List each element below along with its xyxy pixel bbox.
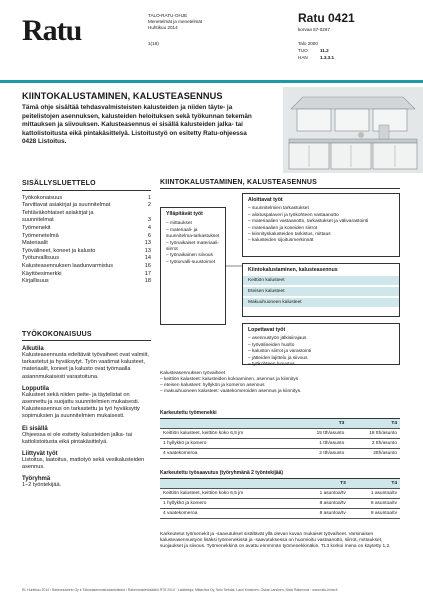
meta-key: Talo 2000 xyxy=(298,41,318,46)
cell-t3: 8 asuntoa/tv xyxy=(298,509,349,519)
toc-page: 4 xyxy=(147,224,151,231)
toc-label: suunnitelmat xyxy=(22,217,54,224)
cell-t4: 1 asuntoa/tv xyxy=(349,489,400,499)
furniture-band: Eteisen kalusteet xyxy=(243,287,399,296)
table-note: Karkeutetut työmenekit ja -saavutukset sisältävät yllä olevan kuvan mukaiset työvaiheet. Varsinaisen kalusteasennustyön lisäksi työmenekissä ja -saavutuksessa on huomioitu vastaanotto, siirrot, mittaukset, suojaukset ja siivous. Työmenekkinä on avattu ennmmän työmenekkinäkin. TL3 korkoi mena on käytetty 1,2. xyxy=(160,532,391,550)
phase-item-text: makuuhuoneen kalusteet: vaatekomeroiden asennus ja kiinnitys. xyxy=(164,389,302,394)
header-divider xyxy=(0,80,423,83)
cell-t4: 18 tth/asunto xyxy=(347,429,400,439)
row-label: 4 vaatekomeroa xyxy=(160,449,295,459)
toc-label: Työmenekit xyxy=(22,224,51,231)
toc-label: Työvälineet, koneet ja kalusto xyxy=(22,247,96,254)
start-item-text: materiaalien vastaanotto, tarkastukset ja välivarastointi xyxy=(252,219,369,225)
end-item-text: työkohteen luovutus xyxy=(252,362,295,368)
maintenance-item-text: työnaikaiset materiaali-siirrot xyxy=(166,240,220,253)
page-footer: RL Huhtikuu 2014 / Rakennustieto Oy ir Talonrakennustuotantotiedot / Rakennustietosäätiö RTS 2014 · Lisätietoja: Mittaviiva Oy, Selo Sehdat, Lauri Koskinen, Oskar Larsinen, Niels Rakennus · www.ratu-hinta.fi xyxy=(22,588,338,592)
table-row xyxy=(160,439,400,449)
furniture-band: Makuuhuoneen kalusteet xyxy=(243,298,399,307)
table-of-contents xyxy=(22,180,151,286)
main-box xyxy=(242,263,400,317)
cell-t4: 8 asuntoa/tv xyxy=(349,509,400,519)
maintenance-box xyxy=(160,207,226,325)
toc-page: 18 xyxy=(144,278,151,285)
work-subheading: Työryhmä xyxy=(22,476,51,483)
toc-item xyxy=(22,240,151,248)
toc-page: 1 xyxy=(147,194,151,201)
table-row xyxy=(160,499,400,509)
cell-t3: 1 asuntoa/tv xyxy=(298,489,349,499)
start-item: – suunnitelmien tarkastukset xyxy=(248,206,309,212)
start-item: – kiinnityskalusteiden tarkistus, mittaus xyxy=(248,232,331,238)
phase-item: – makuuhuoneen kalusteet: vaatekomeroiden asennus ja kiinnitys. xyxy=(160,389,302,394)
toc-page xyxy=(143,210,151,218)
toc-item xyxy=(22,278,151,286)
work-output-table xyxy=(160,470,400,519)
col-header: T3 xyxy=(298,479,349,489)
phase-item: – keittiön kalusteet: kalusteiden kokoaminen, asennus ja kiinnitys xyxy=(160,377,299,382)
header-line: TALO-RATU-OHJE xyxy=(148,13,188,18)
table-row xyxy=(160,509,400,519)
process-diagram xyxy=(160,179,400,395)
toc-heading: SISÄLLYSLUETTELO xyxy=(22,180,96,187)
toc-page: 6 xyxy=(147,232,151,239)
row-label: 1 hyllykkö ja komero xyxy=(160,439,295,449)
table-header xyxy=(160,419,400,429)
maintenance-item-text: työturvalli-suustoimet xyxy=(170,259,216,265)
end-item-text: työvälineiden huolto xyxy=(252,342,295,348)
replaces-code: korvaa 57-0267 xyxy=(298,27,330,32)
row-label: 1 hyllykkö ja komero xyxy=(160,499,298,509)
toc-label: Kalusteasennuksen laadunvarmistus xyxy=(22,262,114,269)
work-consumption-table xyxy=(160,410,400,459)
end-box xyxy=(242,323,400,368)
ratu-logo: Ratu xyxy=(22,14,82,47)
maintenance-item-text: mittaukset xyxy=(170,221,192,227)
maintenance-title: Ylläpitävät työt xyxy=(166,211,203,217)
toc-item xyxy=(22,248,151,256)
work-heading: TYÖKOKONAISUUS xyxy=(22,331,92,338)
end-title: Lopettavat työt xyxy=(248,327,286,333)
page-title: KIINTOKALUSTAMINEN, KALUSTEASENNUS xyxy=(22,91,223,101)
start-item: – materiaalien ja koneiden siirrot xyxy=(248,225,318,231)
phase-item-text: eteisen kalusteet: hyllykön ja komeron asennus xyxy=(164,383,265,388)
meta-key: TUO xyxy=(298,48,308,53)
start-item-text: kalusteiden sijoitusmerkinnät xyxy=(252,238,314,244)
header-line: Huhtikuu 2014 xyxy=(148,25,178,31)
phase-item: – eteisen kalusteet: hyllykön ja komeron asennus xyxy=(160,383,265,388)
furniture-band: Keittiön kalusteet xyxy=(243,276,399,285)
start-item: – materiaalien vastaanotto, tarkastukset ja välivarastointi xyxy=(248,219,369,225)
cell-t4: 2 tth/asunto xyxy=(347,439,400,449)
maintenance-item-text: materiaali- ja suunnitelma-tarkastukset xyxy=(166,227,220,240)
toc-item xyxy=(22,225,151,233)
work-rule xyxy=(22,340,151,341)
cell-t4: 8 asuntoa/tv xyxy=(349,499,400,509)
row-label: Keittiön kalusteet, keittiön koko 6,5 jm xyxy=(160,429,295,439)
header-info xyxy=(148,13,202,47)
toc-rule xyxy=(22,190,151,191)
toc-page: 3 xyxy=(147,217,151,224)
row-label: 4 vaatekomeroa xyxy=(160,509,298,519)
work-text: Ohjeessa ei ole esitetty kalusteiden jalka- tai kattolistoitusta eikä pintakäsittelyä. xyxy=(22,431,133,445)
toc-page: 13 xyxy=(144,247,151,254)
row-label: Keittiön kalusteet, keittiön koko 6,5 jm xyxy=(160,489,298,499)
work-text: Listoitus, laatoitus, mattotyö sekä vesikalusteiden asennus. xyxy=(22,457,145,471)
toc-page: 17 xyxy=(144,270,151,277)
kitchen-illustration xyxy=(283,87,423,173)
main-title: Kiintokalustaminen, kalusteasennus xyxy=(248,267,338,273)
toc-label: Työmenetelmä xyxy=(22,232,59,239)
work-text: Kalusteet sekä niiden peite- ja täytelistat on asennettu ja suojattu suunnitelmien mukaisesti. Kalusteasennus on tarkastettu ja työ hyväksytty sopimuksien ja suunnitelmien mukaisesti. xyxy=(22,391,140,420)
toc-item xyxy=(22,195,151,203)
table-row xyxy=(160,489,400,499)
start-item-text: suunnitelmien tarkastukset xyxy=(252,206,309,212)
header-line: Menetelmät ja menetelmät xyxy=(148,19,203,25)
toc-item xyxy=(22,233,151,241)
classification-meta xyxy=(298,40,334,61)
toc-label: Työturvallisuus xyxy=(22,255,59,262)
toc-item xyxy=(22,255,151,263)
diagram-heading: KIINTOKALUSTAMINEN, KALUSTEASENNUS xyxy=(160,179,318,186)
work-subheading: Liittyvät työt xyxy=(22,451,58,458)
cell-t3: 1 tth/asunto xyxy=(295,439,348,449)
start-item-text: kiinnityskalusteiden tarkistus, mittaus xyxy=(252,232,331,238)
toc-label: Materiaalit xyxy=(22,240,48,247)
cell-t4: 2tth/asunto xyxy=(347,449,400,459)
toc-item xyxy=(22,202,151,210)
maintenance-item: – mittaukset xyxy=(166,221,192,227)
col-header: T4 xyxy=(347,419,400,429)
table2-title: Karkeutettu työsaavutus (työryhmänä 2 työntekijää) xyxy=(160,470,400,479)
toc-page: 14 xyxy=(144,255,151,262)
toc-item xyxy=(22,210,151,218)
work-subheading: Ei sisällä xyxy=(22,425,48,432)
start-title: Aloittavat työt xyxy=(248,197,283,203)
toc-label: Tarvittavat asiakirjat ja suunnitelmat xyxy=(22,202,111,209)
work-subheading: Lopputila xyxy=(22,385,49,392)
toc-label: Työkokonaisuus xyxy=(22,194,63,201)
maintenance-item: – työnaikaiset materiaali-siirrot xyxy=(166,240,220,253)
col-header: T4 xyxy=(349,479,400,489)
start-box xyxy=(242,193,400,257)
work-section xyxy=(22,331,151,490)
maintenance-item: – materiaali- ja suunnitelma-tarkastukset xyxy=(166,227,220,240)
start-item: – kalusteiden sijoitusmerkinnät xyxy=(248,238,314,244)
phase-item-text: keittiön kalusteet: kalusteiden kokoaminen, asennus ja kiinnitys xyxy=(164,377,299,382)
work-subheading: Alkutila xyxy=(22,346,44,352)
end-item-text: kaluston siirrot ja varastointi xyxy=(252,349,312,355)
end-item: – työvälineiden huolto xyxy=(248,342,295,348)
cell-t3: 15 tth/asunto xyxy=(295,429,348,439)
toc-item xyxy=(22,217,151,225)
toc-page: 16 xyxy=(144,262,151,269)
maintenance-item: – työnaikainen siivous xyxy=(166,253,213,259)
work-text: 1–2 työntekijää. xyxy=(22,482,62,489)
end-item-text: jätteiden lajittelu ja siivous xyxy=(252,355,308,361)
document-code: Ratu 0421 xyxy=(298,11,355,25)
toc-label: Kirjallisuus xyxy=(22,278,49,285)
meta-key: HAN xyxy=(298,55,308,60)
end-item: – asennustyön jälkisiirajaus xyxy=(248,336,307,342)
start-item-text: aloituspalaveri ja työkohteen vastaanotto xyxy=(252,212,339,218)
maintenance-item-text: työnaikainen siivous xyxy=(170,253,213,259)
toc-page: 2 xyxy=(147,202,151,209)
cell-t3: 2 tth/asunto xyxy=(295,449,348,459)
table-row xyxy=(160,429,400,439)
work-text: Kalusteasennusta edeltävät työvaiheet ovat valmiit, tarkastetut ja hyväksytyt. Työn vaatimat kalusteet, materiaalit, koneet ja kalusto ovat työmaalla asiannmukaisesti varastoituna. xyxy=(22,352,149,380)
end-item-text: asennustyön jälkisiirajaus xyxy=(252,336,307,342)
meta-value: 1.3.3.1 xyxy=(320,55,335,60)
table-header xyxy=(160,479,400,489)
table1-title: Karkeutettu työmenekki xyxy=(160,410,400,419)
table-row xyxy=(160,449,400,459)
toc-item xyxy=(22,263,151,271)
meta-value: 11.2 xyxy=(320,48,329,53)
toc-label: Käyttöesimerkki xyxy=(22,270,62,277)
start-item: – aloituspalaveri ja työkohteen vastaanotto xyxy=(248,212,339,218)
col-header: T3 xyxy=(295,419,348,429)
toc-item xyxy=(22,271,151,279)
start-item-text: materiaalien ja koneiden siirrot xyxy=(252,225,318,231)
phases-section xyxy=(160,371,400,395)
phases-heading: Kalusteasennuksen työvaiheet xyxy=(160,371,226,376)
toc-page: 13 xyxy=(144,240,151,247)
cell-t3: 8 asuntoa/tv xyxy=(298,499,349,509)
end-item: – työkohteen luovutus xyxy=(248,362,295,368)
toc-label: Tehtäväkohtaiset asiakirjat ja xyxy=(22,209,94,216)
page-number: 1(18) xyxy=(148,40,159,46)
intro-text: Tämä ohje sisältää tehdasvalmisteisten kalusteiden ja niiden täyte- ja peitelistojen asennuksen, kalusteiden heloituksen sekä työkunnan tekemän mittauksen ja siivouksen. Kalusteasennus ei sisällä kalusteiden jalka- tai kattolistoitusta eikä pintakäsittelyä. Listoitustyö on esitetty Ratu-ohjeessa 0428 Listoitus. xyxy=(22,104,252,146)
end-item: – jätteiden lajittelu ja siivous xyxy=(248,355,308,361)
end-item: – kaluston siirrot ja varastointi xyxy=(248,349,312,355)
maintenance-item: – työturvalli-suustoimet xyxy=(166,259,216,265)
